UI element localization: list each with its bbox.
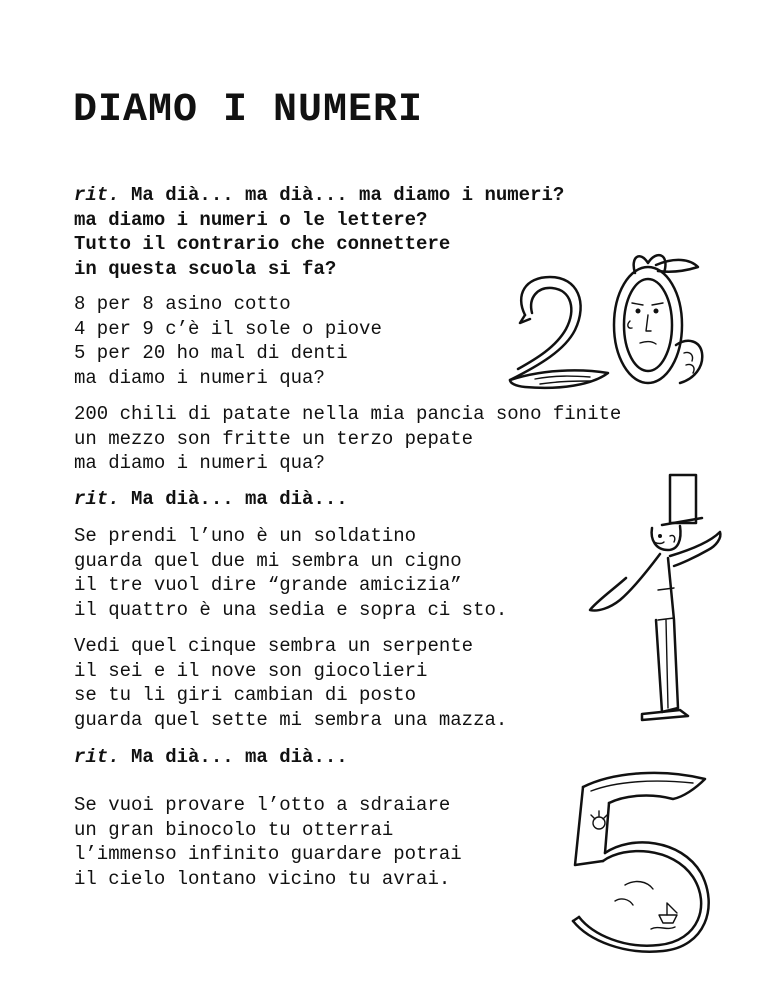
rit-label: rit. (74, 488, 120, 510)
chorus-repeat-1: rit. Ma dià... ma dià... (74, 488, 348, 510)
chorus-repeat-2: rit. Ma dià... ma dià... (74, 746, 348, 768)
page-title: DIAMO I NUMERI (73, 88, 424, 133)
number-twenty-swan-face-illustration (480, 245, 720, 395)
number-five-serpent-illustration (555, 765, 735, 955)
soldier-drawing (570, 470, 730, 740)
verse-line: Se prendi l’uno è un soldatino (74, 525, 417, 547)
verse-4 (74, 634, 507, 732)
twenty-drawing (480, 245, 720, 395)
verse-line: 200 chili di patate nella mia pancia sono finite (74, 403, 622, 425)
verse-line: il sei e il nove son giocolieri (74, 659, 428, 682)
verse-line: 8 per 8 asino cotto (74, 293, 291, 315)
verse-2 (74, 402, 621, 476)
verse-line: Vedi quel cinque sembra un serpente (74, 635, 474, 657)
verse-line: 4 per 9 c’è il sole o piove (74, 317, 382, 340)
verse-line: 5 per 20 ho mal di denti (74, 342, 348, 364)
verse-line: il cielo lontano vicino tu avrai. (74, 867, 451, 890)
verse-line: guarda quel due mi sembra un cigno (74, 549, 462, 572)
verse-1 (74, 292, 382, 390)
number-one-soldier-illustration (570, 470, 730, 740)
verse-line: Se vuoi provare l’otto a sdraiare (74, 794, 451, 816)
five-drawing (555, 765, 735, 955)
verse-line: un mezzo son fritte un terzo pepate (74, 427, 474, 450)
verse-line: l’immenso infinito guardare potrai (74, 843, 462, 865)
verse-line: il quattro è una sedia e sopra ci sto. (74, 598, 508, 621)
verse-line: il tre vuol dire “grande amicizia” (74, 574, 462, 596)
chorus-line-2: ma diamo i numeri o le lettere? (74, 208, 428, 231)
verse-line: ma diamo i numeri qua? (74, 366, 325, 389)
verse-line: ma diamo i numeri qua? (74, 452, 325, 474)
verse-line: se tu li giri cambian di posto (74, 684, 417, 706)
verse-line: un gran binocolo tu otterrai (74, 818, 394, 841)
chorus-line-1: rit. Ma dià... ma dià... ma diamo i numeri? (74, 184, 565, 206)
verse-3 (74, 524, 507, 622)
chorus-line-3: Tutto il contrario che connettere (74, 233, 451, 255)
rit-label: rit. (74, 184, 120, 206)
chorus-line-4: in questa scuola si fa? (74, 257, 337, 280)
verse-line: guarda quel sette mi sembra una mazza. (74, 708, 508, 731)
verse-5 (74, 793, 462, 891)
rit-label: rit. (74, 746, 120, 768)
